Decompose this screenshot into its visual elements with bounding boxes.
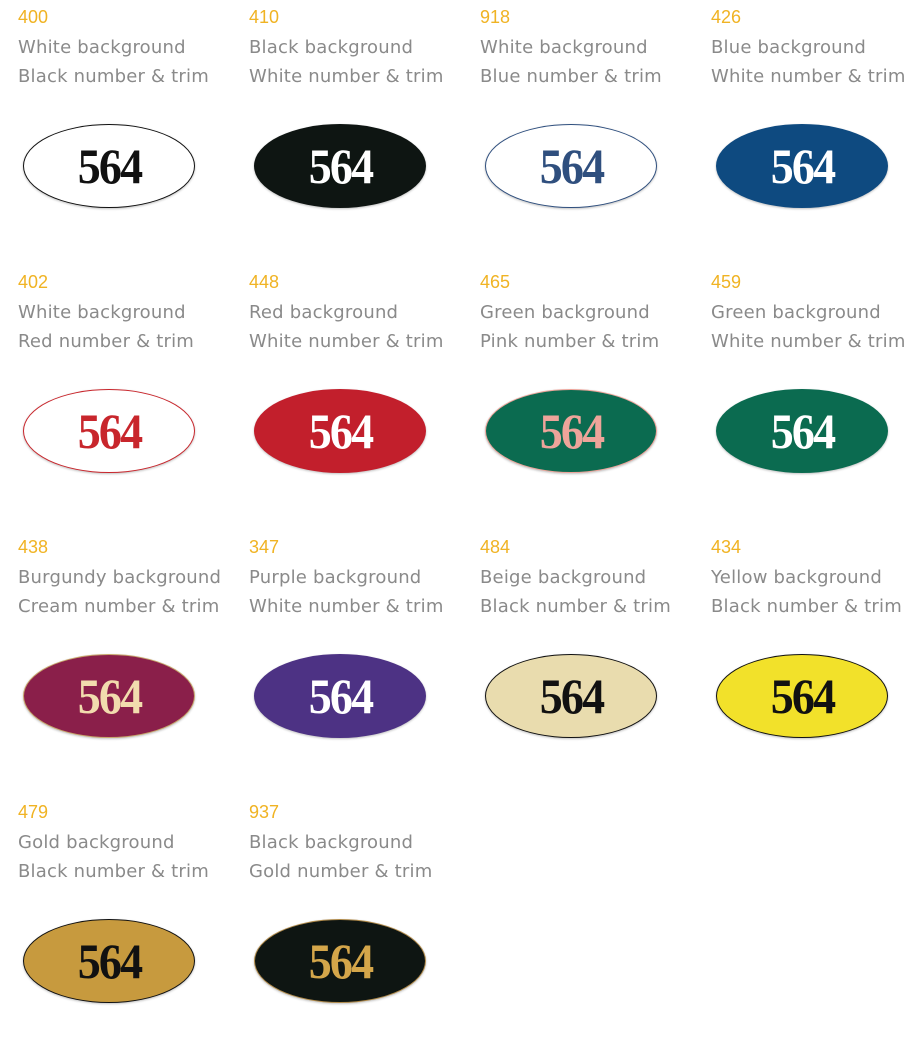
swatch-code: 918 — [480, 7, 511, 27]
plaque-number: 564 — [308, 403, 372, 459]
plaque-number: 564 — [770, 668, 834, 724]
color-swatch — [480, 8, 695, 248]
color-swatch — [18, 273, 233, 513]
plaque-number: 564 — [77, 138, 141, 194]
plaque-number: 564 — [77, 403, 141, 459]
number-plaque — [716, 654, 888, 738]
swatch-code: 479 — [18, 802, 49, 822]
swatch-code: 465 — [480, 272, 511, 292]
number-plaque — [254, 124, 426, 208]
number-plaque — [23, 389, 195, 473]
number-plaque — [254, 919, 426, 1003]
number-plaque — [485, 124, 657, 208]
swatch-number-label: Blue number & trim — [480, 66, 662, 87]
swatch-code: 438 — [18, 537, 49, 557]
color-swatch — [711, 273, 913, 513]
swatch-background-label: Black background — [249, 37, 414, 58]
swatch-background-label: White background — [18, 302, 186, 323]
number-plaque — [23, 919, 195, 1003]
swatch-code: 410 — [249, 7, 280, 27]
plaque-number: 564 — [77, 933, 141, 989]
color-swatch — [711, 8, 913, 248]
color-swatch — [480, 538, 695, 778]
number-plaque — [23, 654, 195, 738]
number-plaque — [23, 124, 195, 208]
color-swatch — [249, 803, 464, 1043]
swatch-number-label: Black number & trim — [18, 861, 209, 882]
swatch-number-label: Black number & trim — [18, 66, 209, 87]
number-plaque — [716, 124, 888, 208]
swatch-number-label: Cream number & trim — [18, 596, 220, 617]
swatch-number-label: White number & trim — [711, 331, 906, 352]
swatch-code: 484 — [480, 537, 511, 557]
color-swatch — [711, 538, 913, 778]
swatch-number-label: White number & trim — [249, 331, 444, 352]
swatch-number-label: Black number & trim — [480, 596, 671, 617]
swatch-number-label: White number & trim — [249, 596, 444, 617]
swatch-background-label: White background — [480, 37, 648, 58]
number-plaque — [485, 654, 657, 738]
swatch-background-label: Burgundy background — [18, 567, 222, 588]
plaque-number: 564 — [770, 403, 834, 459]
swatch-number-label: Black number & trim — [711, 596, 902, 617]
swatch-number-label: Pink number & trim — [480, 331, 660, 352]
swatch-code: 402 — [18, 272, 49, 292]
color-swatch — [18, 538, 233, 778]
swatch-background-label: White background — [18, 37, 186, 58]
color-swatch — [249, 273, 464, 513]
swatch-background-label: Red background — [249, 302, 399, 323]
swatch-code: 448 — [249, 272, 280, 292]
number-plaque — [254, 654, 426, 738]
plaque-number: 564 — [308, 138, 372, 194]
swatch-number-label: White number & trim — [711, 66, 906, 87]
swatch-number-label: White number & trim — [249, 66, 444, 87]
plaque-number: 564 — [308, 933, 372, 989]
plaque-number: 564 — [539, 138, 603, 194]
plaque-number: 564 — [308, 668, 372, 724]
swatch-number-label: Gold number & trim — [249, 861, 433, 882]
number-plaque — [254, 389, 426, 473]
swatch-background-label: Gold background — [18, 832, 175, 853]
swatch-code: 937 — [249, 802, 280, 822]
swatch-background-label: Yellow background — [711, 567, 882, 588]
plaque-number: 564 — [539, 403, 603, 459]
swatch-background-label: Green background — [480, 302, 650, 323]
plaque-number: 564 — [77, 668, 141, 724]
number-plaque — [716, 389, 888, 473]
color-swatch — [249, 538, 464, 778]
color-swatch — [249, 8, 464, 248]
swatch-background-label: Black background — [249, 832, 414, 853]
swatch-background-label: Blue background — [711, 37, 867, 58]
color-swatch — [480, 273, 695, 513]
plaque-number: 564 — [770, 138, 834, 194]
number-plaque — [485, 389, 657, 473]
swatch-background-label: Beige background — [480, 567, 647, 588]
color-swatch — [18, 803, 233, 1043]
swatch-code: 434 — [711, 537, 742, 557]
swatch-background-label: Purple background — [249, 567, 422, 588]
swatch-background-label: Green background — [711, 302, 881, 323]
swatch-code: 459 — [711, 272, 742, 292]
swatch-code: 426 — [711, 7, 742, 27]
swatch-code: 400 — [18, 7, 49, 27]
swatch-number-label: Red number & trim — [18, 331, 195, 352]
plaque-number: 564 — [539, 668, 603, 724]
color-swatch — [18, 8, 233, 248]
swatch-code: 347 — [249, 537, 280, 557]
